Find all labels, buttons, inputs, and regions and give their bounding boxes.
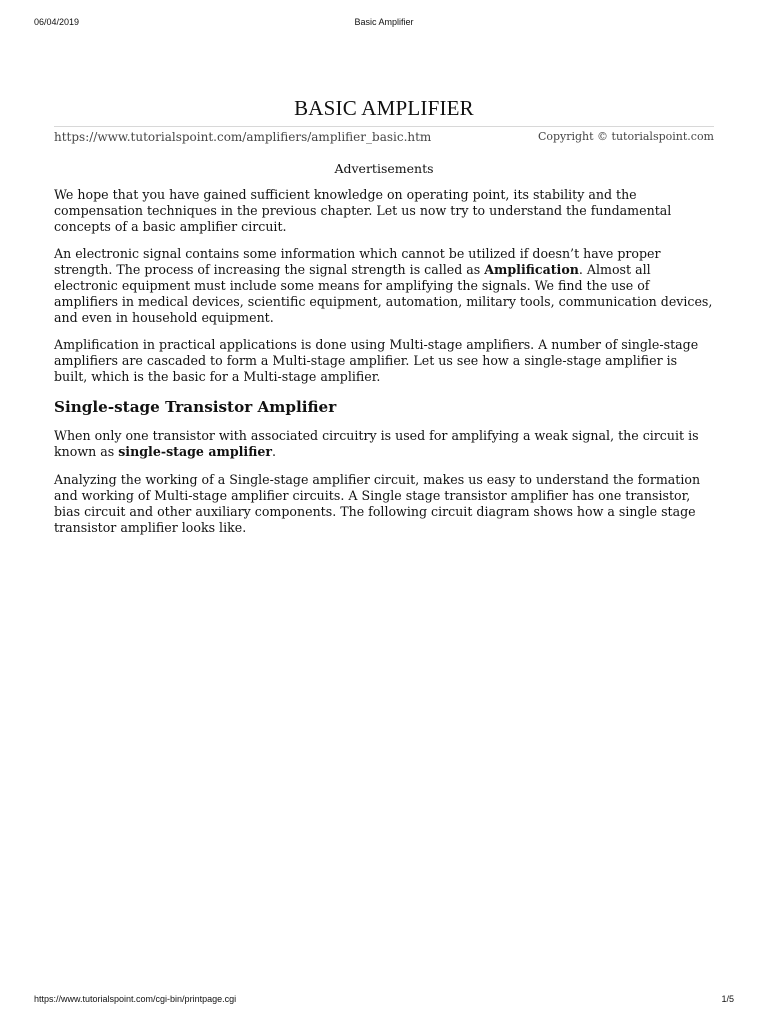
section-heading: Single-stage Transistor Amplifier: [54, 398, 337, 417]
paragraph-single-stage-definition: [54, 428, 714, 460]
term-single-stage-amplifier: single-stage amplifier: [118, 444, 272, 460]
print-page-title: Basic Amplifier: [354, 17, 414, 27]
term-amplification: Amplification: [484, 261, 579, 277]
print-header: [34, 17, 734, 29]
copyright-notice: Copyright © tutorialspoint.com: [537, 130, 714, 143]
paragraph-text: . Almost all electronic equipment must include some means for amplifying the signals. We find the use of amplifiers in medical devices, scientific equipment, automation, military tools, communication devices, and even in household equipment.: [54, 261, 713, 326]
print-url: https://www.tutorialspoint.com/cgi-bin/printpage.cgi: [34, 994, 237, 1004]
paragraph-amplification: [54, 246, 714, 327]
paragraph-intro: We hope that you have gained sufficient knowledge on operating point, its stability and the compensation techniques in the previous chapter. Let us now try to understand the fundamental concepts of a basic amplifier circuit.: [54, 187, 672, 235]
print-footer: [34, 994, 734, 1006]
article: [54, 92, 714, 536]
paragraph-multistage: Amplification in practical applications is done using Multi-stage amplifiers. A number of single-stage amplifiers are cascaded to form a Multi-stage amplifier. Let us see how a single-stage amplifier is built, which is the basic for a Multi-stage amplifier.: [54, 336, 699, 385]
paragraph-text: When only one transistor with associated circuitry is used for amplifying a weak signal, the circuit is known as: [54, 428, 699, 460]
article-meta: [54, 126, 714, 150]
print-date: 06/04/2019: [34, 17, 80, 27]
paragraph-text: An electronic signal contains some information which cannot be utilized if doesn’t have proper strength. The process of increasing the signal strength is called as: [54, 245, 661, 277]
paragraph-text: .: [272, 444, 277, 460]
page-title: BASIC AMPLIFIER: [294, 96, 474, 120]
source-url: https://www.tutorialspoint.com/amplifiers/amplifier_basic.htm: [54, 130, 432, 144]
advertisements-label: Advertisements: [334, 161, 434, 176]
page-number: 1/5: [721, 994, 734, 1004]
paragraph-circuit-description: Analyzing the working of a Single-stage amplifier circuit, makes us easy to understand the formation and working of Multi-stage amplifier circuits. A Single stage transistor amplifier has one transistor, bias circuit and other auxiliary components. The following circuit diagram shows how a single stage transistor amplifier looks like.: [54, 471, 701, 536]
